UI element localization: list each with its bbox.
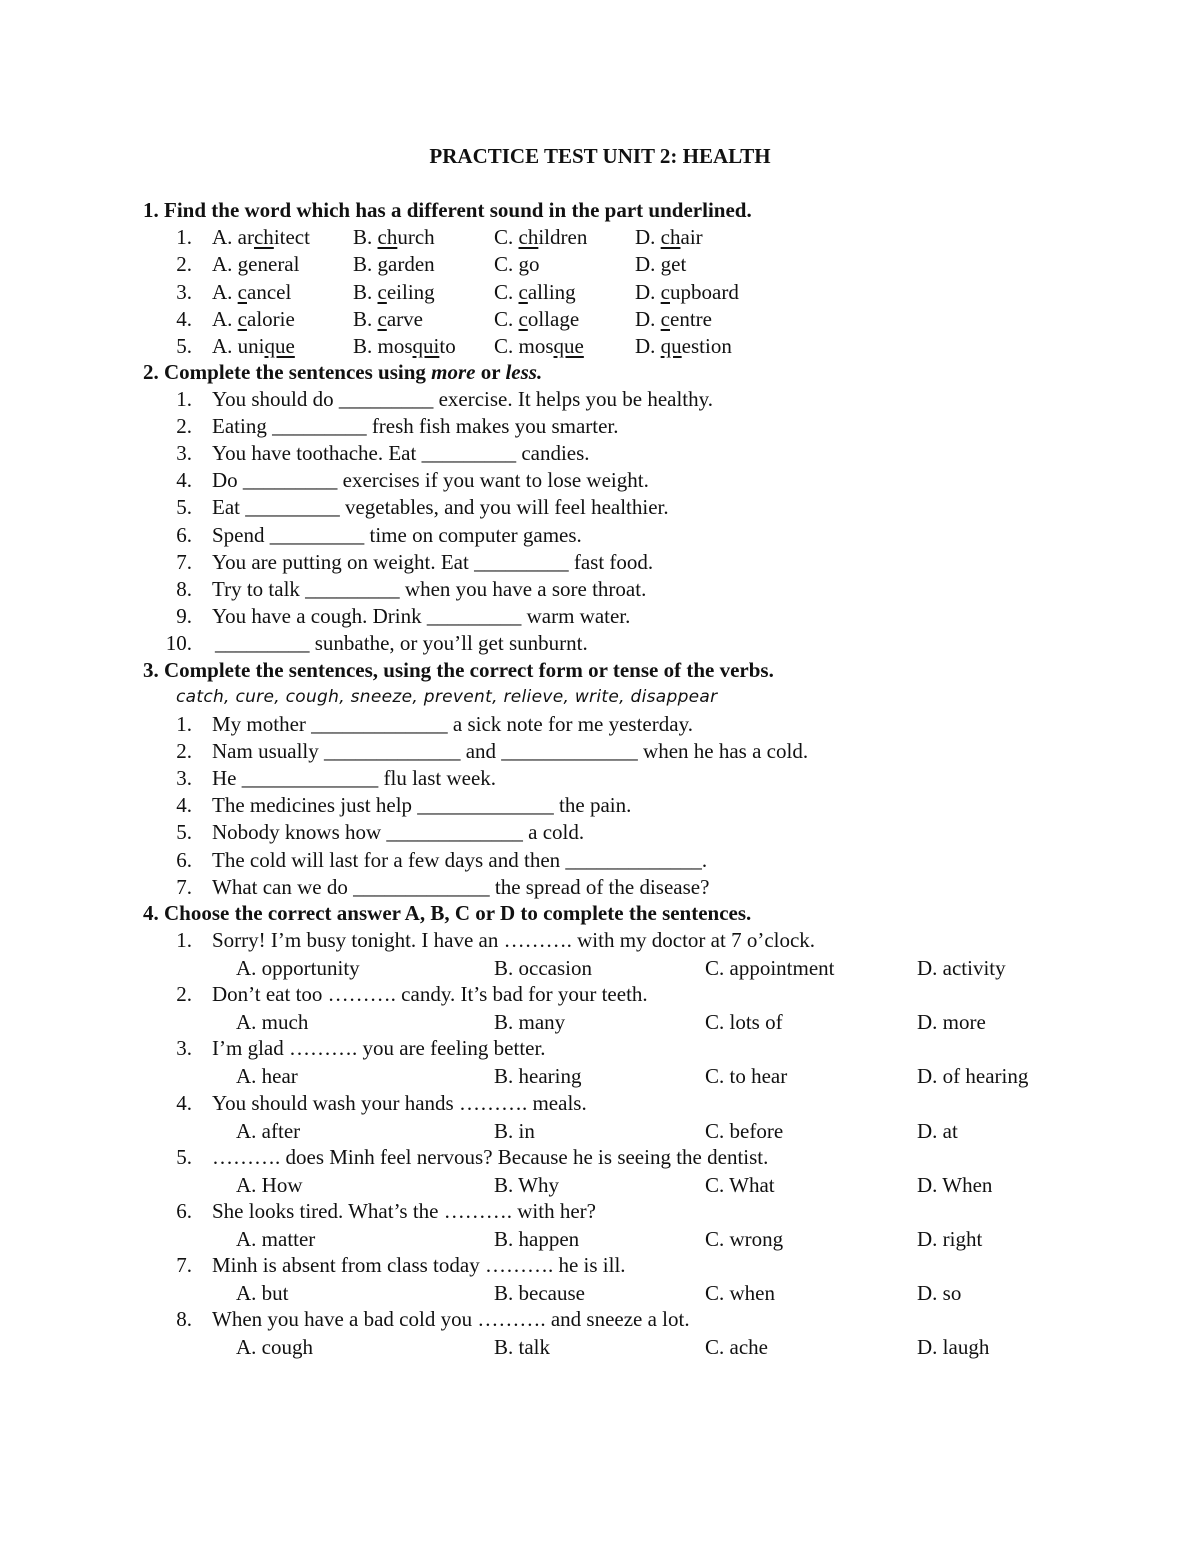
question-number: 3. <box>176 1036 192 1060</box>
question-number: 2. <box>176 414 192 438</box>
question-text: You should wash your hands ………. meals. <box>212 1091 587 1115</box>
option-prefix: B. <box>353 280 378 304</box>
answer-option: A. matter <box>236 1227 316 1251</box>
answer-option: D. more <box>917 1010 986 1034</box>
option-prefix: D. <box>635 225 661 249</box>
question-number: 3. <box>176 280 192 304</box>
option-suffix: ollage <box>527 307 580 331</box>
option-prefix: A. <box>212 280 238 304</box>
option-prefix: A. <box>212 307 238 331</box>
answer-option: C. appointment <box>705 956 835 980</box>
option-suffix: eneral <box>248 252 300 276</box>
underlined-letters: g <box>237 252 249 276</box>
answer-option <box>353 333 456 360</box>
sentence-text: Eat _________ vegetables, and you will feel healthier. <box>212 495 669 519</box>
underlined-letters: g <box>377 252 389 276</box>
sentence-text: You have a cough. Drink _________ warm water. <box>212 604 631 628</box>
question-number: 4. <box>176 468 192 492</box>
question-number: 6. <box>176 1199 192 1223</box>
option-suffix: upboard <box>670 280 739 304</box>
underlined-letters: c <box>518 307 528 331</box>
question-number: 8. <box>176 577 192 601</box>
answer-option: C. ache <box>705 1335 768 1359</box>
section-4-heading: 4. Choose the correct answer A, B, C or D to complete the sentences. <box>143 901 752 925</box>
underlined-letters: que <box>553 334 584 358</box>
sentence-text: Nam usually _____________ and _____________ when he has a cold. <box>212 739 809 763</box>
answer-option <box>212 333 295 360</box>
sentence-text: The medicines just help _____________ the pain. <box>212 793 632 817</box>
answer-option <box>353 306 423 333</box>
section-2-heading <box>143 359 542 386</box>
sentence-text: _________ sunbathe, or you’ll get sunburnt. <box>215 631 588 655</box>
option-suffix: o <box>529 252 540 276</box>
question-number: 1. <box>176 712 192 736</box>
answer-option <box>353 224 435 251</box>
underlined-letters: g <box>660 252 672 276</box>
question-number: 1. <box>176 928 192 952</box>
question-number: 7. <box>176 875 192 899</box>
answer-option <box>353 279 435 306</box>
answer-option <box>494 279 576 306</box>
verb-bank: catch, cure, cough, sneeze, prevent, relieve, write, disappear <box>176 687 718 707</box>
answer-option: D. at <box>917 1119 958 1143</box>
underlined-letters: c <box>660 307 670 331</box>
option-suffix: entre <box>670 307 712 331</box>
option-suffix: ancel <box>247 280 292 304</box>
question-number: 6. <box>176 523 192 547</box>
question-number: 6. <box>176 848 192 872</box>
question-number: 9. <box>176 604 192 628</box>
answer-option: A. much <box>236 1010 309 1034</box>
question-number: 5. <box>176 820 192 844</box>
option-suffix: urch <box>397 225 435 249</box>
sentence-text: Try to talk _________ when you have a sore throat. <box>212 577 647 601</box>
sentence-text: The cold will last for a few days and then _____________. <box>212 848 708 872</box>
answer-option: A. hear <box>236 1064 298 1088</box>
question-number: 10. <box>165 631 192 655</box>
question-text: I’m glad ………. you are feeling better. <box>212 1036 546 1060</box>
sentence-text: What can we do _____________ the spread of the disease? <box>212 875 710 899</box>
section-3-heading: 3. Complete the sentences, using the correct form or tense of the verbs. <box>143 658 774 682</box>
sentence-text: You are putting on weight. Eat _________ fast food. <box>212 550 654 574</box>
underlined-letters: g <box>518 252 530 276</box>
sentence-text: Spend _________ time on computer games. <box>212 523 582 547</box>
option-suffix: arve <box>386 307 423 331</box>
question-text: Don’t eat too ………. candy. It’s bad for your teeth. <box>212 982 648 1006</box>
answer-option: D. so <box>917 1281 962 1305</box>
option-suffix: arden <box>388 252 435 276</box>
question-text: When you have a bad cold you ………. and sneeze a lot. <box>212 1307 690 1331</box>
option-suffix: to <box>439 334 456 358</box>
question-number: 3. <box>176 766 192 790</box>
question-number: 5. <box>176 495 192 519</box>
answer-option: B. happen <box>494 1227 580 1251</box>
option-prefix: C. <box>494 252 519 276</box>
question-text: ………. does Minh feel nervous? Because he is seeing the dentist. <box>212 1145 769 1169</box>
answer-option: A. opportunity <box>236 956 360 980</box>
option-prefix: C. <box>494 307 519 331</box>
underlined-letters: c <box>377 280 387 304</box>
option-prefix: D. <box>635 280 661 304</box>
sentence-text: He _____________ flu last week. <box>212 766 497 790</box>
answer-option <box>635 224 703 251</box>
answer-option: D. of hearing <box>917 1064 1029 1088</box>
question-number: 5. <box>176 1145 192 1169</box>
underlined-letters: c <box>660 280 670 304</box>
answer-option <box>635 251 686 278</box>
page-title: PRACTICE TEST UNIT 2: HEALTH <box>429 144 771 168</box>
underlined-letters: qui <box>412 334 440 358</box>
answer-option: D. When <box>917 1173 993 1197</box>
answer-option: D. laugh <box>917 1335 990 1359</box>
answer-option <box>635 306 712 333</box>
answer-option <box>494 333 584 360</box>
answer-option: B. many <box>494 1010 566 1034</box>
option-suffix: alorie <box>247 307 295 331</box>
answer-option <box>494 306 579 333</box>
question-number: 7. <box>176 1253 192 1277</box>
underlined-letters: qu <box>660 334 682 358</box>
answer-option <box>494 251 540 278</box>
answer-option: C. wrong <box>705 1227 784 1251</box>
answer-option: A. cough <box>236 1335 313 1359</box>
option-prefix: C. mos <box>494 334 554 358</box>
question-number: 7. <box>176 550 192 574</box>
answer-option: B. Why <box>494 1173 559 1197</box>
sentence-text: Do _________ exercises if you want to lose weight. <box>212 468 649 492</box>
answer-option <box>635 279 739 306</box>
section-2-heading-or: or <box>475 360 506 384</box>
question-number: 2. <box>176 739 192 763</box>
question-number: 2. <box>176 252 192 276</box>
sentence-text: Nobody knows how _____________ a cold. <box>212 820 585 844</box>
question-text: She looks tired. What’s the ………. with her? <box>212 1199 596 1223</box>
question-number: 2. <box>176 982 192 1006</box>
answer-option <box>212 279 291 306</box>
question-text: Sorry! I’m busy tonight. I have an ………. with my doctor at 7 o’clock. <box>212 928 816 952</box>
option-prefix: C. <box>494 225 519 249</box>
answer-option: B. in <box>494 1119 535 1143</box>
answer-option: B. talk <box>494 1335 550 1359</box>
answer-option <box>353 251 435 278</box>
answer-option: B. because <box>494 1281 585 1305</box>
question-number: 4. <box>176 307 192 331</box>
answer-option <box>212 306 295 333</box>
question-text: Minh is absent from class today ………. he is ill. <box>212 1253 626 1277</box>
underlined-letters: ch <box>660 225 681 249</box>
section-2-heading-less: less. <box>505 360 543 384</box>
answer-option: C. to hear <box>705 1064 788 1088</box>
answer-option: C. when <box>705 1281 775 1305</box>
question-number: 3. <box>176 441 192 465</box>
sentence-text: You have toothache. Eat _________ candies. <box>212 441 590 465</box>
option-prefix: B. <box>353 225 378 249</box>
underlined-letters: c <box>377 307 387 331</box>
option-suffix: estion <box>681 334 732 358</box>
answer-option: C. What <box>705 1173 775 1197</box>
answer-option <box>494 224 587 251</box>
option-prefix: D. <box>635 334 661 358</box>
answer-option: B. hearing <box>494 1064 582 1088</box>
option-suffix: ildren <box>538 225 588 249</box>
option-prefix: A. <box>212 252 238 276</box>
underlined-letters: c <box>518 280 528 304</box>
underlined-letters: ch <box>518 225 539 249</box>
question-number: 5. <box>176 334 192 358</box>
option-prefix: D. <box>635 252 661 276</box>
answer-option: C. before <box>705 1119 784 1143</box>
section-1-heading: 1. Find the word which has a different sound in the part underlined. <box>143 198 752 222</box>
underlined-letters: c <box>237 280 247 304</box>
option-suffix: alling <box>527 280 576 304</box>
question-number: 8. <box>176 1307 192 1331</box>
option-suffix: itect <box>273 225 310 249</box>
answer-option <box>635 333 732 360</box>
answer-option <box>212 251 299 278</box>
option-prefix: B. mos <box>353 334 413 358</box>
sentence-text: Eating _________ fresh fish makes you smarter. <box>212 414 619 438</box>
answer-option: C. lots of <box>705 1010 783 1034</box>
question-number: 1. <box>176 225 192 249</box>
answer-option: D. activity <box>917 956 1006 980</box>
answer-option: A. but <box>236 1281 289 1305</box>
option-prefix: A. ar <box>212 225 254 249</box>
sentence-text: My mother _____________ a sick note for me yesterday. <box>212 712 693 736</box>
underlined-letters: ch <box>377 225 398 249</box>
question-number: 1. <box>176 387 192 411</box>
option-prefix: B. <box>353 252 378 276</box>
option-suffix: et <box>671 252 687 276</box>
underlined-letters: c <box>237 307 247 331</box>
option-prefix: D. <box>635 307 661 331</box>
answer-option: B. occasion <box>494 956 592 980</box>
section-2-heading-more: more <box>431 360 476 384</box>
answer-option: D. right <box>917 1227 983 1251</box>
question-number: 4. <box>176 1091 192 1115</box>
sentence-text: You should do _________ exercise. It helps you be healthy. <box>212 387 714 411</box>
answer-option: A. How <box>236 1173 303 1197</box>
option-suffix: eiling <box>386 280 435 304</box>
option-prefix: A. uni <box>212 334 265 358</box>
underlined-letters: que <box>264 334 295 358</box>
section-2-heading-pre: 2. Complete the sentences using <box>143 360 432 384</box>
option-prefix: B. <box>353 307 378 331</box>
option-prefix: C. <box>494 280 519 304</box>
underlined-letters: ch <box>253 225 274 249</box>
answer-option: A. after <box>236 1119 301 1143</box>
option-suffix: air <box>680 225 703 249</box>
question-number: 4. <box>176 793 192 817</box>
answer-option <box>212 224 310 251</box>
